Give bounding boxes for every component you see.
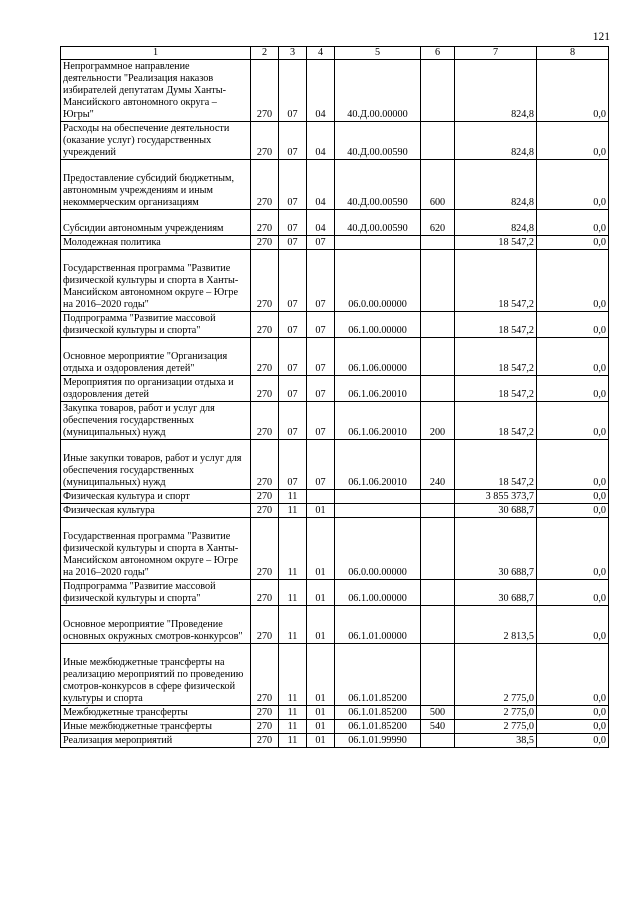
table-row xyxy=(61,236,609,250)
code-admin: 270 xyxy=(251,518,279,580)
amount-secondary: 0,0 xyxy=(537,580,609,606)
amount: 30 688,7 xyxy=(455,518,537,580)
table-row xyxy=(61,338,609,376)
code-expense-type xyxy=(421,376,455,402)
code-admin: 270 xyxy=(251,644,279,706)
code-expense-type: 240 xyxy=(421,440,455,490)
column-header: 6 xyxy=(421,47,455,60)
code-target: 06.1.00.00000 xyxy=(335,580,421,606)
code-subsection: 04 xyxy=(307,210,335,236)
code-admin: 270 xyxy=(251,734,279,748)
code-target xyxy=(335,504,421,518)
table-row xyxy=(61,250,609,312)
code-target: 06.1.06.00000 xyxy=(335,338,421,376)
code-target: 06.1.00.00000 xyxy=(335,312,421,338)
item-name: Мероприятия по организации отдыха и оздоровления детей xyxy=(61,376,251,402)
amount: 30 688,7 xyxy=(455,580,537,606)
item-name: Физическая культура xyxy=(61,504,251,518)
code-admin: 270 xyxy=(251,376,279,402)
code-section: 07 xyxy=(279,160,307,210)
item-name: Межбюджетные трансферты xyxy=(61,706,251,720)
code-expense-type xyxy=(421,580,455,606)
code-subsection: 01 xyxy=(307,734,335,748)
amount: 18 547,2 xyxy=(455,402,537,440)
code-expense-type xyxy=(421,236,455,250)
amount: 824,8 xyxy=(455,160,537,210)
code-subsection: 04 xyxy=(307,60,335,122)
code-target: 06.0.00.00000 xyxy=(335,518,421,580)
code-expense-type xyxy=(421,606,455,644)
code-subsection: 07 xyxy=(307,338,335,376)
code-expense-type: 200 xyxy=(421,402,455,440)
table-row xyxy=(61,160,609,210)
table-row xyxy=(61,720,609,734)
table-row xyxy=(61,706,609,720)
code-admin: 270 xyxy=(251,236,279,250)
code-expense-type xyxy=(421,644,455,706)
code-section: 11 xyxy=(279,518,307,580)
code-expense-type xyxy=(421,60,455,122)
code-subsection: 01 xyxy=(307,580,335,606)
amount: 3 855 373,7 xyxy=(455,490,537,504)
table-row xyxy=(61,606,609,644)
amount-secondary: 0,0 xyxy=(537,734,609,748)
code-subsection: 07 xyxy=(307,440,335,490)
amount-secondary: 0,0 xyxy=(537,210,609,236)
item-name: Молодежная политика xyxy=(61,236,251,250)
amount: 18 547,2 xyxy=(455,250,537,312)
code-subsection: 07 xyxy=(307,402,335,440)
code-admin: 270 xyxy=(251,580,279,606)
amount-secondary: 0,0 xyxy=(537,312,609,338)
code-target: 40.Д.00.00590 xyxy=(335,122,421,160)
column-header: 2 xyxy=(251,47,279,60)
code-expense-type xyxy=(421,490,455,504)
code-section: 07 xyxy=(279,338,307,376)
code-section: 11 xyxy=(279,606,307,644)
amount-secondary: 0,0 xyxy=(537,440,609,490)
amount-secondary: 0,0 xyxy=(537,402,609,440)
table-row xyxy=(61,490,609,504)
code-subsection: 01 xyxy=(307,518,335,580)
table-row xyxy=(61,210,609,236)
code-admin: 270 xyxy=(251,210,279,236)
code-admin: 270 xyxy=(251,250,279,312)
amount: 18 547,2 xyxy=(455,236,537,250)
code-target: 06.1.01.85200 xyxy=(335,720,421,734)
code-section: 07 xyxy=(279,312,307,338)
code-target: 06.1.01.99990 xyxy=(335,734,421,748)
code-subsection: 01 xyxy=(307,504,335,518)
column-header: 3 xyxy=(279,47,307,60)
column-header: 1 xyxy=(61,47,251,60)
code-target: 40.Д.00.00590 xyxy=(335,210,421,236)
amount-secondary: 0,0 xyxy=(537,250,609,312)
amount: 824,8 xyxy=(455,210,537,236)
table-row xyxy=(61,644,609,706)
code-admin: 270 xyxy=(251,706,279,720)
item-name: Реализация мероприятий xyxy=(61,734,251,748)
table-row xyxy=(61,518,609,580)
code-section: 07 xyxy=(279,402,307,440)
table-row xyxy=(61,580,609,606)
amount: 18 547,2 xyxy=(455,440,537,490)
amount: 2 775,0 xyxy=(455,706,537,720)
table-row xyxy=(61,60,609,122)
amount-secondary: 0,0 xyxy=(537,518,609,580)
column-header: 5 xyxy=(335,47,421,60)
code-admin: 270 xyxy=(251,402,279,440)
code-target: 40.Д.00.00000 xyxy=(335,60,421,122)
code-subsection: 07 xyxy=(307,250,335,312)
code-subsection: 07 xyxy=(307,236,335,250)
code-section: 11 xyxy=(279,706,307,720)
amount-secondary: 0,0 xyxy=(537,376,609,402)
code-target xyxy=(335,490,421,504)
code-subsection xyxy=(307,490,335,504)
amount: 2 775,0 xyxy=(455,644,537,706)
item-name: Государственная программа "Развитие физической культуры и спорта в Ханты-Мансийском автономном округе – Югре на 2016–2020 годы" xyxy=(61,250,251,312)
table-body xyxy=(61,60,609,748)
item-name: Закупка товаров, работ и услуг для обеспечения государственных (муниципальных) нужд xyxy=(61,402,251,440)
item-name: Иные межбюджетные трансферты на реализацию мероприятий по проведению смотров-конкурсов в сфере физической культуры и спорта xyxy=(61,644,251,706)
table-row xyxy=(61,402,609,440)
code-section: 11 xyxy=(279,504,307,518)
code-subsection: 04 xyxy=(307,160,335,210)
code-admin: 270 xyxy=(251,60,279,122)
item-name: Физическая культура и спорт xyxy=(61,490,251,504)
amount-secondary: 0,0 xyxy=(537,606,609,644)
amount-secondary: 0,0 xyxy=(537,644,609,706)
code-section: 11 xyxy=(279,580,307,606)
code-target: 06.1.01.00000 xyxy=(335,606,421,644)
code-subsection: 07 xyxy=(307,376,335,402)
code-expense-type: 500 xyxy=(421,706,455,720)
item-name: Расходы на обеспечение деятельности (оказание услуг) государственных учреждений xyxy=(61,122,251,160)
code-admin: 270 xyxy=(251,504,279,518)
code-admin: 270 xyxy=(251,122,279,160)
code-target: 06.1.01.85200 xyxy=(335,644,421,706)
amount-secondary: 0,0 xyxy=(537,236,609,250)
code-admin: 270 xyxy=(251,606,279,644)
amount-secondary: 0,0 xyxy=(537,122,609,160)
amount-secondary: 0,0 xyxy=(537,338,609,376)
code-expense-type: 620 xyxy=(421,210,455,236)
amount-secondary: 0,0 xyxy=(537,720,609,734)
column-header: 4 xyxy=(307,47,335,60)
code-target: 06.1.06.20010 xyxy=(335,376,421,402)
code-section: 07 xyxy=(279,210,307,236)
code-target: 06.1.06.20010 xyxy=(335,402,421,440)
code-subsection: 07 xyxy=(307,312,335,338)
item-name: Основное мероприятие "Проведение основных окружных смотров-конкурсов" xyxy=(61,606,251,644)
code-section: 07 xyxy=(279,250,307,312)
table-row xyxy=(61,504,609,518)
code-section: 07 xyxy=(279,122,307,160)
amount-secondary: 0,0 xyxy=(537,60,609,122)
code-subsection: 01 xyxy=(307,706,335,720)
code-section: 07 xyxy=(279,440,307,490)
code-target: 06.1.06.20010 xyxy=(335,440,421,490)
table-row xyxy=(61,312,609,338)
budget-table xyxy=(60,46,609,748)
table-header-row xyxy=(61,47,609,60)
code-subsection: 01 xyxy=(307,644,335,706)
code-section: 11 xyxy=(279,734,307,748)
column-header: 7 xyxy=(455,47,537,60)
column-header: 8 xyxy=(537,47,609,60)
code-expense-type xyxy=(421,250,455,312)
code-section: 07 xyxy=(279,376,307,402)
table-row xyxy=(61,376,609,402)
code-expense-type xyxy=(421,504,455,518)
amount: 824,8 xyxy=(455,60,537,122)
code-expense-type xyxy=(421,734,455,748)
code-expense-type: 600 xyxy=(421,160,455,210)
amount: 824,8 xyxy=(455,122,537,160)
item-name: Предоставление субсидий бюджетным, автономным учреждениям и иным некоммерческим организациям xyxy=(61,160,251,210)
code-expense-type xyxy=(421,122,455,160)
item-name: Субсидии автономным учреждениям xyxy=(61,210,251,236)
item-name: Иные межбюджетные трансферты xyxy=(61,720,251,734)
code-admin: 270 xyxy=(251,440,279,490)
amount: 38,5 xyxy=(455,734,537,748)
item-name: Основное мероприятие "Организация отдыха и оздоровления детей" xyxy=(61,338,251,376)
amount-secondary: 0,0 xyxy=(537,706,609,720)
code-section: 11 xyxy=(279,644,307,706)
amount: 30 688,7 xyxy=(455,504,537,518)
amount: 18 547,2 xyxy=(455,312,537,338)
code-section: 11 xyxy=(279,720,307,734)
code-admin: 270 xyxy=(251,490,279,504)
item-name: Непрограммное направление деятельности "Реализация наказов избирателей депутатам Думы Ханты-Мансийского автономного округа – Югры" xyxy=(61,60,251,122)
page-number: 121 xyxy=(592,31,610,43)
code-section: 07 xyxy=(279,60,307,122)
code-subsection: 01 xyxy=(307,720,335,734)
code-target: 06.1.01.85200 xyxy=(335,706,421,720)
table-row xyxy=(61,122,609,160)
item-name: Подпрограмма "Развитие массовой физической культуры и спорта" xyxy=(61,580,251,606)
code-section: 07 xyxy=(279,236,307,250)
amount: 2 775,0 xyxy=(455,720,537,734)
amount: 18 547,2 xyxy=(455,376,537,402)
code-admin: 270 xyxy=(251,720,279,734)
code-section: 11 xyxy=(279,490,307,504)
code-expense-type: 540 xyxy=(421,720,455,734)
amount: 2 813,5 xyxy=(455,606,537,644)
code-admin: 270 xyxy=(251,160,279,210)
amount: 18 547,2 xyxy=(455,338,537,376)
amount-secondary: 0,0 xyxy=(537,504,609,518)
item-name: Государственная программа "Развитие физической культуры и спорта в Ханты-Мансийском автономном округе – Югре на 2016–2020 годы" xyxy=(61,518,251,580)
code-expense-type xyxy=(421,518,455,580)
table-row xyxy=(61,734,609,748)
code-admin: 270 xyxy=(251,338,279,376)
code-admin: 270 xyxy=(251,312,279,338)
amount-secondary: 0,0 xyxy=(537,160,609,210)
item-name: Иные закупки товаров, работ и услуг для обеспечения государственных (муниципальных) нужд xyxy=(61,440,251,490)
code-target xyxy=(335,236,421,250)
table-row xyxy=(61,440,609,490)
code-target: 06.0.00.00000 xyxy=(335,250,421,312)
item-name: Подпрограмма "Развитие массовой физической культуры и спорта" xyxy=(61,312,251,338)
code-subsection: 01 xyxy=(307,606,335,644)
amount-secondary: 0,0 xyxy=(537,490,609,504)
code-expense-type xyxy=(421,312,455,338)
code-target: 40.Д.00.00590 xyxy=(335,160,421,210)
code-expense-type xyxy=(421,338,455,376)
code-subsection: 04 xyxy=(307,122,335,160)
